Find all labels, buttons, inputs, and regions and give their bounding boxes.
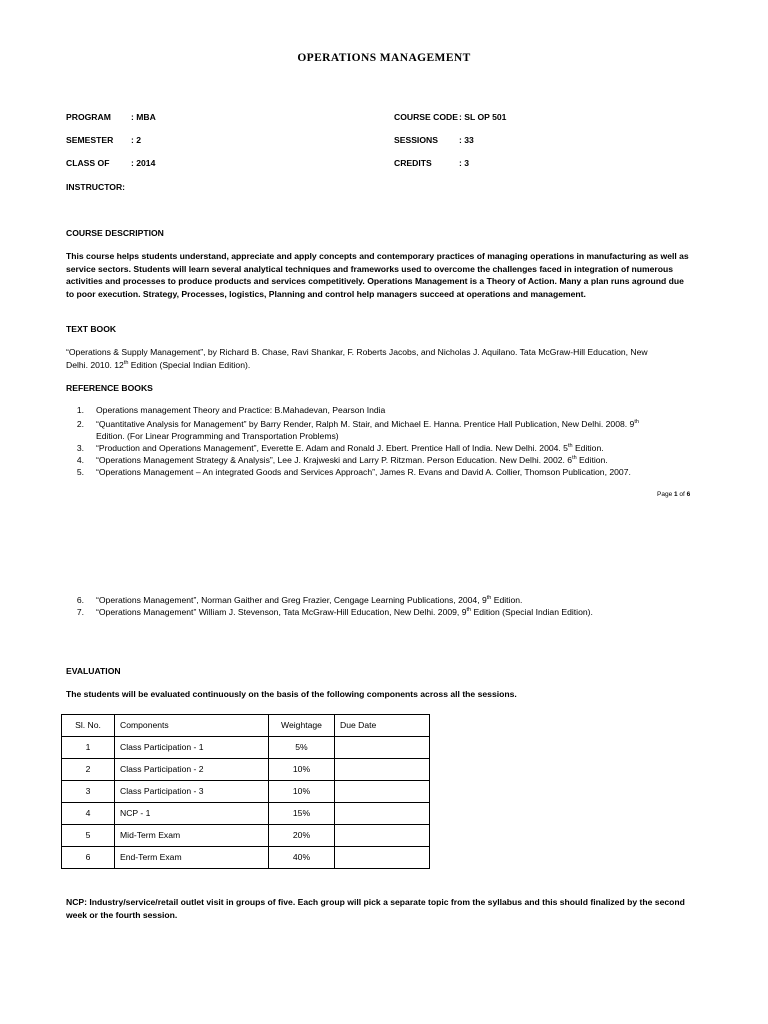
reference-item: 4. “Operations Management Strategy & Analysis”, Lee J. Krajweski and Larry P. Ritzman. Person Education. New Delhi. 2002. 6th Edition. bbox=[76, 455, 608, 465]
reference-books-heading: REFERENCE BOOKS bbox=[66, 383, 153, 393]
column-header: Due Date bbox=[335, 715, 430, 737]
reference-item: 3. “Production and Operations Management”, Everette E. Adam and Ronald J. Ebert. Prentice Hall of India. New Delhi. 2004. 5th Edition. bbox=[76, 443, 604, 453]
course-description-line: This course helps students understand, appreciate and apply concepts and contemporary practices of managing operations in manufacturing as well as bbox=[66, 251, 689, 261]
table-cell: 6 bbox=[62, 847, 115, 869]
document-title: OPERATIONS MANAGEMENT bbox=[297, 52, 471, 64]
course-code-label: COURSE CODE bbox=[394, 112, 458, 122]
reference-item: 5. “Operations Management – An integrated Goods and Services Approach”, James R. Evans and David A. Collier, Thomson Publication, 2007. bbox=[76, 467, 631, 477]
reference-item-continuation: Edition. (For Linear Programming and Transportation Problems) bbox=[96, 431, 339, 441]
class-of-value: : 2014 bbox=[131, 158, 156, 168]
table-cell: 5 bbox=[62, 825, 115, 847]
table-row bbox=[62, 759, 430, 781]
table-row bbox=[62, 825, 430, 847]
table-cell: End-Term Exam bbox=[115, 847, 269, 869]
program-value: : MBA bbox=[131, 112, 156, 122]
table-cell: NCP - 1 bbox=[115, 803, 269, 825]
table-cell: 4 bbox=[62, 803, 115, 825]
table-cell: 10% bbox=[269, 781, 335, 803]
table-cell: Class Participation - 1 bbox=[115, 737, 269, 759]
column-header: Sl. No. bbox=[62, 715, 115, 737]
table-cell bbox=[335, 803, 430, 825]
course-description-line: activities and processes to produce products and services competitively. Operations Management is a Theory of Action. Many a plan runs aground due bbox=[66, 276, 684, 287]
instructor-label: INSTRUCTOR: bbox=[66, 182, 126, 192]
text-book-citation-line: “Operations & Supply Management”, by Richard B. Chase, Ravi Shankar, F. Roberts Jacobs, and Nicholas J. Aquilano. Tata McGraw-Hill Education, New bbox=[66, 347, 648, 357]
semester-value: : 2 bbox=[131, 135, 142, 145]
text-book-heading: TEXT BOOK bbox=[66, 324, 117, 334]
credits-value: : 3 bbox=[459, 158, 470, 168]
table-cell: 40% bbox=[269, 847, 335, 869]
evaluation-heading: EVALUATION bbox=[66, 666, 121, 676]
table-cell: Mid-Term Exam bbox=[115, 825, 269, 847]
column-header: Components bbox=[115, 715, 269, 737]
ncp-note-line: NCP: Industry/service/retail outlet visit in groups of five. Each group will pick a separate topic from the syllabus and this should finalized by the second bbox=[66, 897, 685, 907]
table-cell bbox=[335, 781, 430, 803]
text-book-citation-line: Delhi. 2010. 12th Edition (Special Indian Edition). bbox=[66, 360, 251, 370]
table-cell: 5% bbox=[269, 737, 335, 759]
program-label: PROGRAM bbox=[66, 112, 111, 122]
table-cell: Class Participation - 3 bbox=[115, 781, 269, 803]
reference-item: 1. Operations management Theory and Practice: B.Mahadevan, Pearson India bbox=[76, 405, 386, 415]
reference-item: 7. “Operations Management” William J. Stevenson, Tata McGraw-Hill Education, New Delhi. 2009, 9th Edition (Special Indian Edition). bbox=[76, 607, 593, 617]
table-row bbox=[62, 803, 430, 825]
credits-label: CREDITS bbox=[394, 158, 432, 168]
sessions-value: : 33 bbox=[459, 135, 474, 145]
table-header-row bbox=[62, 715, 430, 737]
reference-item: 6. “Operations Management”, Norman Gaither and Greg Frazier, Cengage Learning Publications, 2004, 9th Edition. bbox=[76, 595, 523, 605]
table-row bbox=[62, 781, 430, 803]
table-cell bbox=[335, 737, 430, 759]
table-cell: 2 bbox=[62, 759, 115, 781]
page-break bbox=[0, 540, 768, 541]
table-cell: 15% bbox=[269, 803, 335, 825]
table-row bbox=[62, 847, 430, 869]
course-description-line: service sectors. Students will learn several analytical techniques and frameworks used to overcome the challenges faced in integration of numerous bbox=[66, 263, 674, 274]
semester-label: SEMESTER bbox=[66, 135, 114, 145]
course-code-value: : SL OP 501 bbox=[459, 112, 507, 122]
evaluation-table bbox=[61, 714, 430, 869]
course-description-heading: COURSE DESCRIPTION bbox=[66, 228, 164, 238]
table-cell: 20% bbox=[269, 825, 335, 847]
table-cell: 1 bbox=[62, 737, 115, 759]
course-description-line: to poor execution. Strategy, Processes, logistics, Planning and control help managers succeed at operations and management. bbox=[66, 288, 586, 299]
reference-item: 2. “Quantitative Analysis for Management” by Barry Render, Ralph M. Stair, and Michael E. Hanna. Prentice Hall Publication, New Delhi. 2008. 9th bbox=[76, 419, 639, 429]
table-cell bbox=[335, 825, 430, 847]
table-cell: Class Participation - 2 bbox=[115, 759, 269, 781]
page-number: Page 1 of 6 bbox=[657, 491, 691, 498]
table-cell: 3 bbox=[62, 781, 115, 803]
sessions-label: SESSIONS bbox=[394, 135, 438, 145]
table-cell: 10% bbox=[269, 759, 335, 781]
table-cell bbox=[335, 759, 430, 781]
table-cell bbox=[335, 847, 430, 869]
table-row bbox=[62, 737, 430, 759]
column-header: Weightage bbox=[269, 715, 335, 737]
ncp-note-line: week or the fourth session. bbox=[66, 910, 178, 920]
evaluation-intro: The students will be evaluated continuously on the basis of the following components across all the sessions. bbox=[66, 689, 517, 699]
class-of-label: CLASS OF bbox=[66, 158, 110, 168]
